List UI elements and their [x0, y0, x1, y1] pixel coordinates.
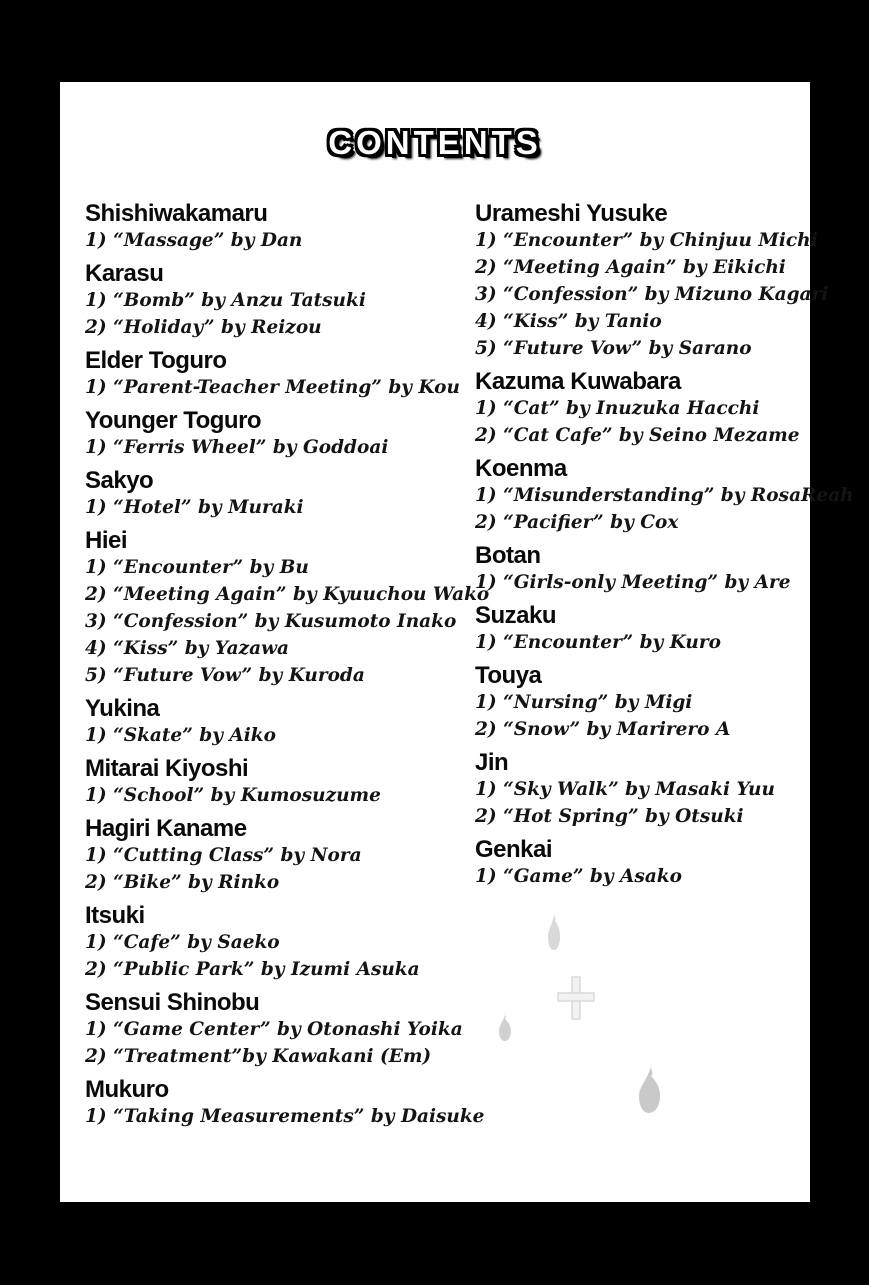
character-name: Hiei — [85, 527, 128, 554]
character-name: Jin — [475, 749, 509, 776]
character-name: Shishiwakamaru — [85, 200, 268, 227]
story-entry: 3) “Confession” by Mizuno Kagari — [475, 284, 829, 305]
story-entry: 1) “Cutting Class” by Nora — [85, 845, 362, 866]
story-entry: 5) “Future Vow” by Sarano — [475, 338, 752, 359]
contents-column-right — [475, 200, 854, 890]
story-entry: 1) “Game Center” by Otonashi Yoika — [85, 1019, 463, 1040]
character-name: Itsuki — [85, 902, 145, 929]
character-name: Genkai — [475, 836, 553, 863]
character-name: Mukuro — [85, 1076, 169, 1103]
story-entry: 2) “Cat Cafe” by Seino Mezame — [475, 425, 800, 446]
cross-icon — [556, 975, 596, 1021]
story-entry: 1) “Bomb” by Anzu Tatsuki — [85, 290, 366, 311]
story-entry: 1) “Cafe” by Saeko — [85, 932, 280, 953]
story-entry: 1) “Misunderstanding” by RosaReah — [475, 485, 854, 506]
story-entry: 2) “Snow” by Marirero A — [475, 719, 731, 740]
story-entry: 1) “School” by Kumosuzume — [85, 785, 381, 806]
character-name: Suzaku — [475, 602, 557, 629]
story-entry: 2) “Pacifier” by Cox — [475, 512, 679, 533]
character-name: Sensui Shinobu — [85, 989, 260, 1016]
story-entry: 1) “Massage” by Dan — [85, 230, 303, 251]
story-entry: 1) “Sky Walk” by Masaki Yuu — [475, 779, 775, 800]
character-name: Sakyo — [85, 467, 154, 494]
story-entry: 2) “Bike” by Rinko — [85, 872, 280, 893]
story-entry: 4) “Kiss” by Tanio — [475, 311, 662, 332]
story-entry: 2) “Public Park” by Izumi Asuka — [85, 959, 420, 980]
story-entry: 1) “Encounter” by Chinjuu Michi — [475, 230, 818, 251]
story-entry: 5) “Future Vow” by Kuroda — [85, 665, 365, 686]
contents-page — [60, 82, 854, 1202]
story-entry: 1) “Encounter” by Bu — [85, 557, 309, 578]
character-name: Botan — [475, 542, 541, 569]
page-title-wrap — [60, 124, 810, 162]
character-name: Elder Toguro — [85, 347, 227, 374]
story-entry: 1) “Nursing” by Migi — [475, 692, 693, 713]
story-entry: 1) “Taking Measurements” by Daisuke — [85, 1106, 485, 1127]
character-name: Younger Toguro — [85, 407, 262, 434]
character-name: Karasu — [85, 260, 164, 287]
story-entry: 2) “Holiday” by Reizou — [85, 317, 322, 338]
character-name: Koenma — [475, 455, 567, 482]
contents-column-left — [85, 200, 490, 1130]
story-entry: 1) “Game” by Asako — [475, 866, 682, 887]
story-entry: 1) “Hotel” by Muraki — [85, 497, 304, 518]
story-entry: 1) “Girls-only Meeting” by Are — [475, 572, 791, 593]
page-title: CONTENTS — [328, 124, 542, 161]
story-entry: 2) “Meeting Again” by Kyuuchou Wako — [85, 584, 490, 605]
story-entry: 1) “Ferris Wheel” by Goddoai — [85, 437, 389, 458]
flame-icon — [496, 1010, 514, 1042]
story-entry: 1) “Encounter” by Kuro — [475, 632, 721, 653]
character-name: Touya — [475, 662, 542, 689]
story-entry: 1) “Cat” by Inuzuka Hacchi — [475, 398, 760, 419]
story-entry: 2) “Meeting Again” by Eikichi — [475, 257, 786, 278]
character-name: Mitarai Kiyoshi — [85, 755, 249, 782]
story-entry: 1) “Parent-Teacher Meeting” by Kou — [85, 377, 460, 398]
character-name: Yukina — [85, 695, 160, 722]
flame-icon — [544, 910, 564, 952]
character-name: Urameshi Yusuke — [475, 200, 668, 227]
story-entry: 1) “Skate” by Aiko — [85, 725, 276, 746]
flame-icon — [636, 1062, 664, 1114]
story-entry: 2) “Treatment”by Kawakani (Em) — [85, 1046, 432, 1067]
story-entry: 3) “Confession” by Kusumoto Inako — [85, 611, 457, 632]
story-entry: 2) “Hot Spring” by Otsuki — [475, 806, 744, 827]
character-name: Hagiri Kaname — [85, 815, 247, 842]
story-entry: 4) “Kiss” by Yazawa — [85, 638, 290, 659]
character-name: Kazuma Kuwabara — [475, 368, 681, 395]
